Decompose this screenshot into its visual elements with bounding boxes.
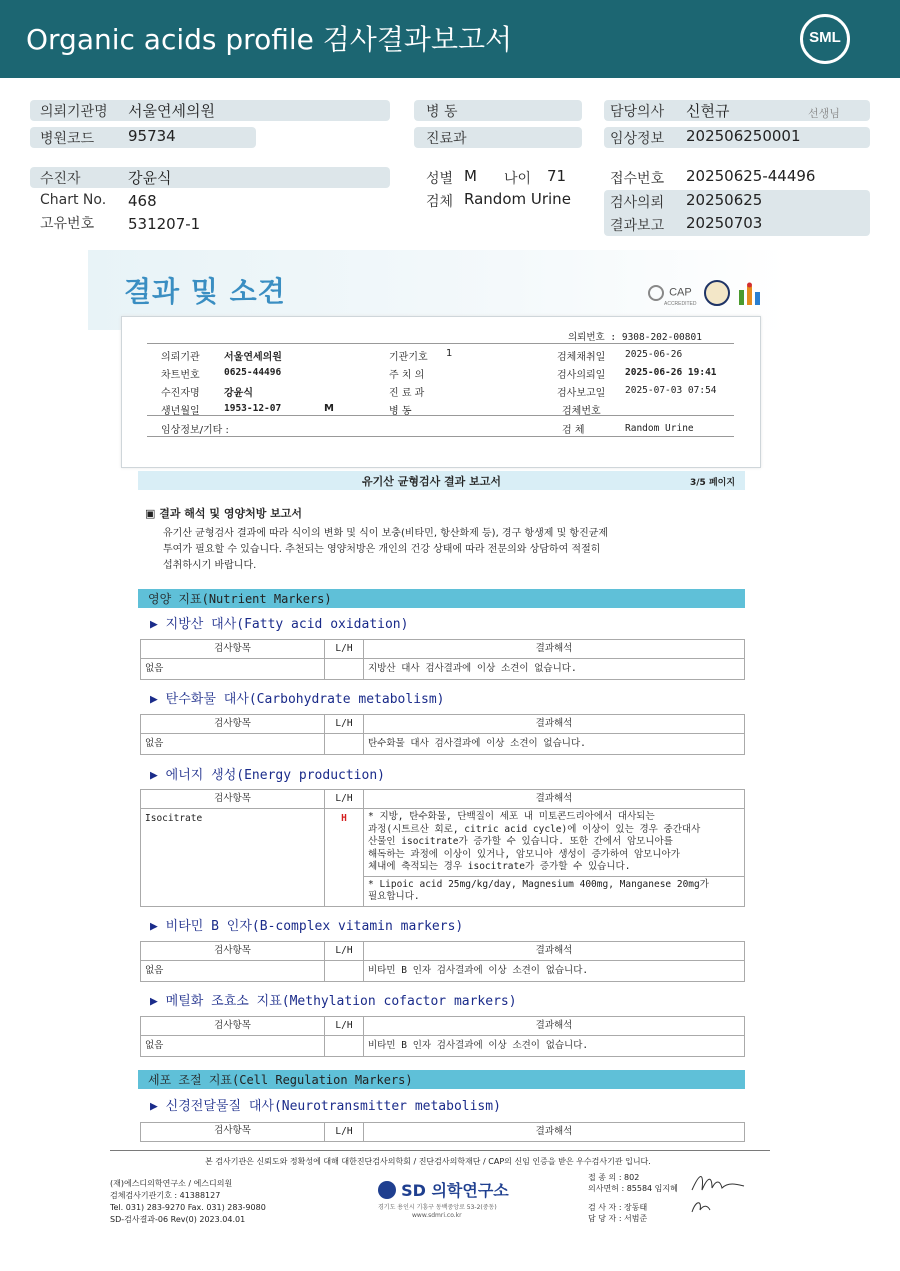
banner-title: 유기산 균형검사 결과 보고서 <box>362 475 501 488</box>
sub-neurotransmitter: ▶ 신경전달물질 대사(Neurotransmitter metabolism) <box>150 1099 501 1114</box>
request-value: 20250625 <box>686 191 763 209</box>
report-value: 20250703 <box>686 214 763 232</box>
box-label: 기관기호 <box>389 352 428 363</box>
box-label: 검사의뢰일 <box>557 370 606 381</box>
sub-energy: ▶ 에너지 생성(Energy production) <box>150 768 385 783</box>
uid-value: 531207-1 <box>128 215 201 233</box>
box-label: 검 체 <box>562 425 585 436</box>
table-energy: 검사항목 L/H 결과해석 Isocitrate H * 지방, 탄수화물, 단백질이 세포 내 미토콘드리아에서 대사되는 과정(시트르산 회로, citric acid cycle)에 이상이 있는 경우 중간대사 산물인 isocitrate가 증가할 수 있습니다. 또한 간에서 암모니아를 해독하는 과정에 이상이 있거나, 암모니아 생성이 증가하여 암모니아가 체내에 축적되는 경우 isocitrate가 증가할 수 있습니다. * Lipoic acid 25mg/kg/day, Magnesium 400mg, Manganese 20mg가 필요합니다. <box>140 789 745 907</box>
box-value: 강윤식 <box>224 388 253 399</box>
box-label: 차트번호 <box>161 370 200 381</box>
request-label: 검사의뢰 <box>610 195 665 211</box>
doctor-value: 신현규 <box>686 102 730 120</box>
box-label: 병 동 <box>389 406 412 417</box>
box-value: 2025-07-03 07:54 <box>625 385 717 396</box>
footer-notice: 본 검사기관은 신뢰도와 정확성에 대해 대한진단검사의학회 / 진단검사의학재단 / CAP의 신임 인증을 받은 우수검사기관 입니다. <box>205 1157 651 1166</box>
hospital-code-value: 95734 <box>128 127 176 145</box>
kolas-icon <box>738 282 762 310</box>
patient-value: 강윤식 <box>128 169 172 187</box>
box-value: 2025-06-26 19:41 <box>625 367 717 378</box>
interp-title: ▣ 결과 해석 및 영양처방 보고서 <box>145 507 303 520</box>
footer-web: www.sdmri.co.kr <box>412 1212 462 1219</box>
request-number: 의뢰번호 : 9308-202-00801 <box>568 332 702 343</box>
section-nutrient-title: 영양 지표(Nutrient Markers) <box>148 592 332 606</box>
box-label: 검체채취일 <box>557 352 606 363</box>
cap-badge: CAP ACCREDITED <box>648 282 697 307</box>
institution-label: 의뢰기관명 <box>40 104 108 120</box>
box-value: 1953-12-07 <box>224 403 282 414</box>
clinical-label: 임상정보 <box>610 131 665 147</box>
signature-icon <box>690 1170 746 1198</box>
header-bar <box>0 0 900 78</box>
page-indicator: 3/5 페이지 <box>690 478 736 488</box>
section-cell-regulation-title: 세포 조절 지표(Cell Regulation Markers) <box>148 1073 413 1087</box>
dept-label: 진료과 <box>426 131 467 147</box>
box-value: 2025-06-26 <box>625 349 683 360</box>
sex-value: M <box>464 167 477 185</box>
sd-logo: SD 의학연구소 <box>378 1178 509 1201</box>
age-value: 71 <box>547 167 567 185</box>
box-label: 임상정보/기타 : <box>161 425 229 436</box>
box-value: 서울연세의원 <box>224 352 282 363</box>
box-label: 검체번호 <box>562 406 601 417</box>
ward-label: 병 동 <box>426 104 458 120</box>
footer-address: 경기도 용인시 기흥구 동백중앙로 53-2(중동) <box>378 1204 497 1211</box>
seal-icon <box>704 280 730 306</box>
patient-label: 수진자 <box>40 171 81 187</box>
box-value: Random Urine <box>625 423 694 434</box>
footer-lab-info: (재)에스디의학연구소 / 에스디의원 검체검사기관기호 : 41388127 Tel. 031) 283-9270 Fax. 031) 283-9080 SD-검사결과-06 Rev(0) 2023.04.01 <box>110 1179 266 1224</box>
chart-label: Chart No. <box>40 192 107 208</box>
table-neurotransmitter: 검사항목 L/H 결과해석 <box>140 1122 745 1142</box>
sub-vitamin-b: ▶ 비타민 B 인자(B-complex vitamin markers) <box>150 919 464 934</box>
sex-label: 성별 <box>426 171 454 187</box>
table-vitamin-b: 검사항목 L/H 결과해석 없음 비타민 B 인자 검사결과에 이상 소견이 없습니다. <box>140 941 745 982</box>
box-label: 주 치 의 <box>389 370 425 381</box>
uid-label: 고유번호 <box>40 216 95 232</box>
clinical-value: 202506250001 <box>686 127 801 145</box>
receipt-value: 20250625-44496 <box>686 167 816 185</box>
box-value: M <box>324 403 334 414</box>
sub-methylation: ▶ 메틸화 조효소 지표(Methylation cofactor markers) <box>150 994 517 1009</box>
box-label: 의뢰기관 <box>161 352 200 363</box>
specimen-label: 검체 <box>426 194 454 210</box>
table-fatty-acid: 검사항목 L/H 결과해석 없음 지방산 대사 검사결과에 이상 소견이 없습니다. <box>140 639 745 680</box>
patient-row <box>30 167 390 188</box>
signature-small-icon <box>690 1198 714 1218</box>
box-label: 검사보고일 <box>557 388 606 399</box>
box-label: 생년월일 <box>161 406 200 417</box>
chart-value: 468 <box>128 192 157 210</box>
footer-signers: 접 종 의 : 802 의사면허 : 85584 임지혜 검 사 자 : 장동태 담 당 자 : 서범준 <box>588 1173 678 1223</box>
hospital-code-label: 병원코드 <box>40 131 95 147</box>
receipt-label: 접수번호 <box>610 171 665 187</box>
age-label: 나이 <box>504 171 532 187</box>
sub-carbohydrate: ▶ 탄수화물 대사(Carbohydrate metabolism) <box>150 692 445 707</box>
interp-text: 유기산 균형검사 결과에 따라 식이의 변화 및 식이 보충(비타민, 항산화제 등), 경구 항생제 및 항진균제 투여가 필요할 수 있습니다. 추천되는 영양처방은 개인의 건강 상태에 따라 전문의와 상담하여 적절히 섭취하시기 바랍니다. <box>163 528 609 571</box>
cap-icon <box>648 285 664 301</box>
doctor-suffix: 선생님 <box>808 107 840 120</box>
footer-divider <box>110 1150 770 1151</box>
box-value: 1 <box>446 348 453 359</box>
sml-logo: SML <box>800 14 850 64</box>
report-title: 결과 및 소견 <box>124 275 286 308</box>
specimen-value: Random Urine <box>464 190 571 208</box>
box-label: 진 료 과 <box>389 388 425 399</box>
box-label: 수진자명 <box>161 388 200 399</box>
page-title: Organic acids profile 검사결과보고서 <box>26 23 513 56</box>
institution-value: 서울연세의원 <box>128 102 215 120</box>
table-carbohydrate: 검사항목 L/H 결과해석 없음 탄수화물 대사 검사결과에 이상 소견이 없습니다. <box>140 714 745 755</box>
sd-logo-icon <box>378 1181 396 1199</box>
table-methylation: 검사항목 L/H 결과해석 없음 비타민 B 인자 검사결과에 이상 소견이 없습니다. <box>140 1016 745 1057</box>
sub-fatty-acid: ▶ 지방산 대사(Fatty acid oxidation) <box>150 617 409 632</box>
doctor-label: 담당의사 <box>610 104 665 120</box>
box-value: 0625-44496 <box>224 367 282 378</box>
report-label: 결과보고 <box>610 218 665 234</box>
